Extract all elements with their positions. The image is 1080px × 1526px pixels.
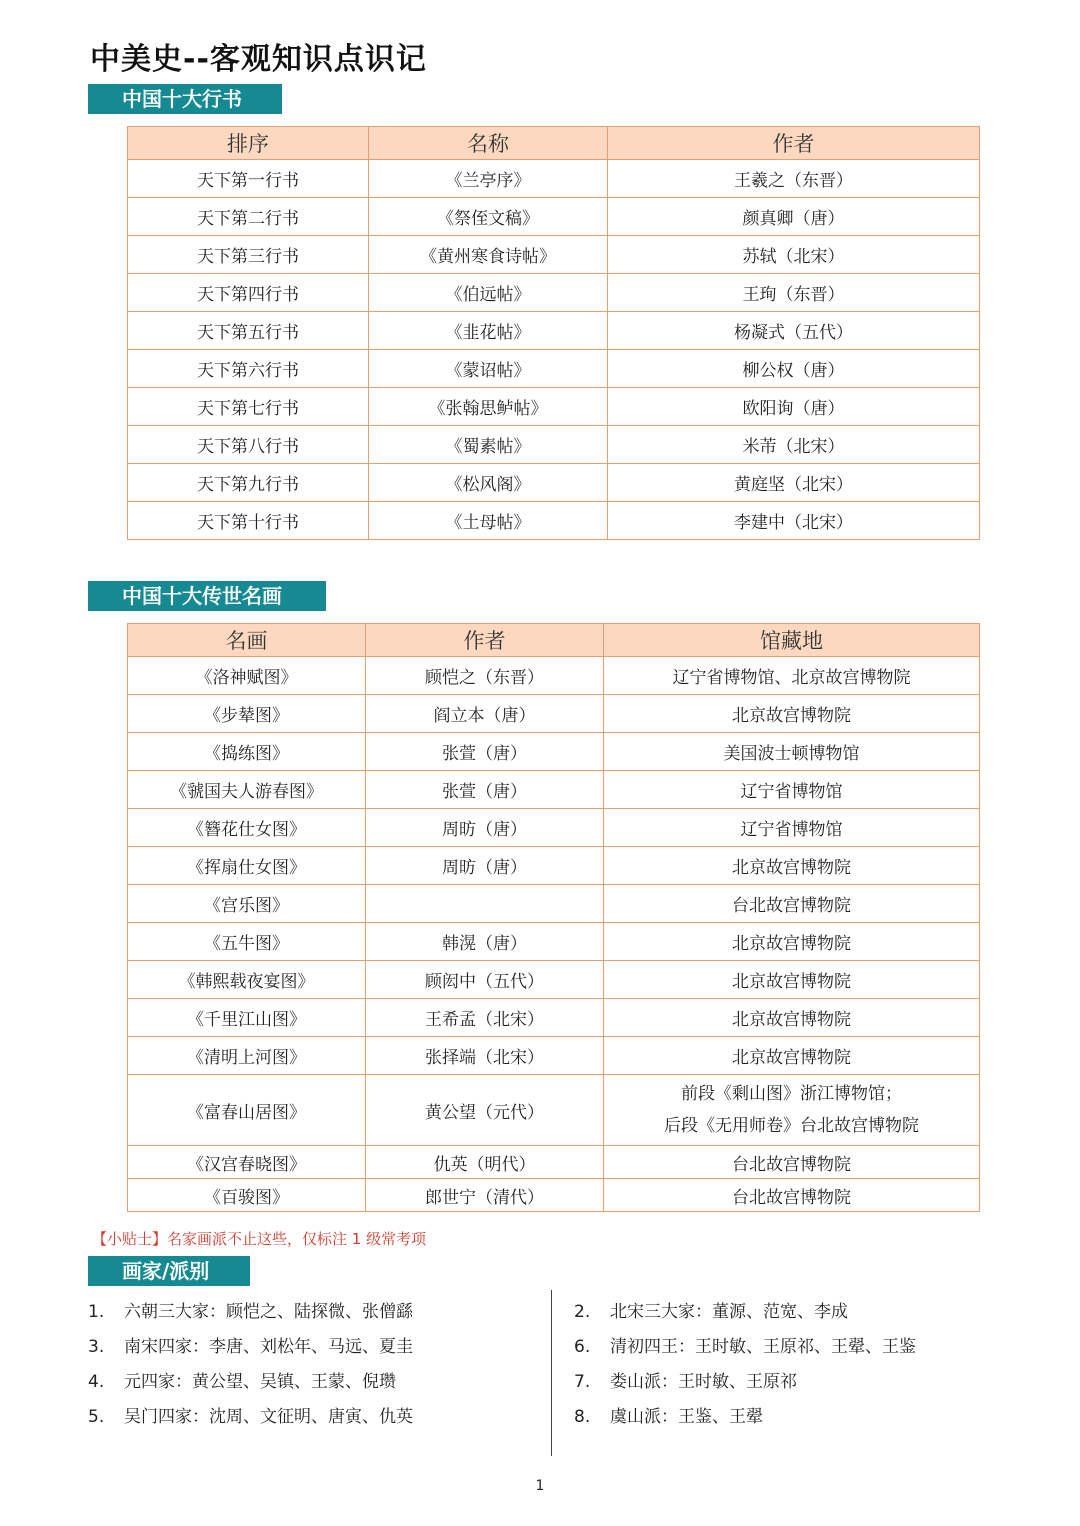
table-row: [128, 771, 980, 809]
table-cell: 《兰亭序》: [369, 160, 608, 198]
table-cell: 黄庭坚（北宋）: [608, 464, 980, 502]
painters-list-right: [574, 1300, 916, 1440]
table-cell: 《韩熙载夜宴图》: [128, 961, 366, 999]
table-cell: 台北故宫博物院: [604, 1179, 980, 1212]
table-cell: 《簪花仕女图》: [128, 809, 366, 847]
table-row: [128, 1037, 980, 1075]
page-title: 中美史--客观知识点识记: [90, 42, 427, 77]
table-cell: 天下第三行书: [128, 236, 369, 274]
table-cell: 《千里江山图》: [128, 999, 366, 1037]
table-cell: 米芾（北宋）: [608, 426, 980, 464]
calligraphy-table: [127, 126, 980, 540]
section-heading-calligraphy: 中国十大行书: [88, 84, 282, 114]
section-heading-painters: 画家/派别: [88, 1256, 250, 1286]
column-header: 馆藏地: [604, 624, 980, 657]
table-cell: 台北故宫博物院: [604, 1146, 980, 1179]
list-item-number: 2.: [574, 1302, 591, 1322]
table-cell: 《清明上河图》: [128, 1037, 366, 1075]
table-cell: 北京故宫博物院: [604, 923, 980, 961]
table-cell: 北京故宫博物院: [604, 999, 980, 1037]
list-item-text: 虞山派：王鉴、王翚: [610, 1407, 763, 1427]
list-item: [88, 1335, 413, 1370]
list-item: [574, 1300, 916, 1335]
table-cell: 北京故宫博物院: [604, 847, 980, 885]
table-cell: 《韭花帖》: [369, 312, 608, 350]
table-cell: 阎立本（唐）: [366, 695, 604, 733]
list-item: [574, 1370, 916, 1405]
table-row: [128, 312, 980, 350]
list-item-text: 北宋三大家：董源、范宽、李成: [610, 1302, 848, 1322]
table-row: [128, 885, 980, 923]
table-cell: 黄公望（元代）: [366, 1075, 604, 1146]
table-cell: 天下第四行书: [128, 274, 369, 312]
column-header: 排序: [128, 127, 369, 160]
calligraphy-table-body: [128, 160, 980, 540]
table-row: [128, 388, 980, 426]
table-cell: 天下第十行书: [128, 502, 369, 540]
table-cell: 辽宁省博物馆: [604, 809, 980, 847]
table-cell: 台北故宫博物院: [604, 885, 980, 923]
table-cell: 《富春山居图》: [128, 1075, 366, 1146]
table-cell: 天下第五行书: [128, 312, 369, 350]
table-cell: 《汉宫春晓图》: [128, 1146, 366, 1179]
table-cell: [604, 1075, 980, 1146]
paintings-table: [127, 623, 980, 1212]
table-cell: 韩滉（唐）: [366, 923, 604, 961]
table-row: [128, 657, 980, 695]
table-row: [128, 923, 980, 961]
list-item: [574, 1405, 916, 1440]
table-row: [128, 464, 980, 502]
list-item-number: 4.: [88, 1372, 105, 1392]
list-item: [88, 1405, 413, 1440]
table-row: [128, 809, 980, 847]
column-header: 作者: [608, 127, 980, 160]
table-header-row: [128, 127, 980, 160]
table-row: [128, 502, 980, 540]
table-cell: 《蜀素帖》: [369, 426, 608, 464]
tip-note: 【小贴士】名家画派不止这些，仅标注 1 级常考项: [92, 1230, 427, 1248]
table-cell: 北京故宫博物院: [604, 1037, 980, 1075]
list-item-text: 娄山派：王时敏、王原祁: [610, 1372, 797, 1392]
column-header: 名画: [128, 624, 366, 657]
table-cell: 郎世宁（清代）: [366, 1179, 604, 1212]
table-cell: 《虢国夫人游春图》: [128, 771, 366, 809]
table-cell: 王珣（东晋）: [608, 274, 980, 312]
list-item-text: 吴门四家：沈周、文征明、唐寅、仇英: [124, 1407, 413, 1427]
paintings-table-body: [128, 657, 980, 1075]
collection-line: 前段《剩山图》浙江博物馆；: [681, 1084, 902, 1104]
table-cell: 《挥扇仕女图》: [128, 847, 366, 885]
table-cell: 北京故宫博物院: [604, 961, 980, 999]
table-cell: 张萱（唐）: [366, 733, 604, 771]
table-cell: 顾闳中（五代）: [366, 961, 604, 999]
table-cell: 王羲之（东晋）: [608, 160, 980, 198]
table-cell: 仇英（明代）: [366, 1146, 604, 1179]
table-cell: 天下第九行书: [128, 464, 369, 502]
table-row: [128, 1179, 980, 1212]
table-row: [128, 274, 980, 312]
table-cell: 天下第八行书: [128, 426, 369, 464]
table-row: [128, 961, 980, 999]
list-item-number: 8.: [574, 1407, 591, 1427]
table-cell: 《伯远帖》: [369, 274, 608, 312]
table-cell: 杨凝式（五代）: [608, 312, 980, 350]
table-cell: 《土母帖》: [369, 502, 608, 540]
table-cell: 《黄州寒食诗帖》: [369, 236, 608, 274]
table-cell: 《祭侄文稿》: [369, 198, 608, 236]
list-item-text: 清初四王：王时敏、王原祁、王翚、王鉴: [610, 1337, 916, 1357]
list-item: [88, 1300, 413, 1335]
list-item-number: 6.: [574, 1337, 591, 1357]
table-cell: 《步辇图》: [128, 695, 366, 733]
table-cell: 苏轼（北宋）: [608, 236, 980, 274]
list-item-number: 7.: [574, 1372, 591, 1392]
table-row: [128, 198, 980, 236]
table-row: [128, 1146, 980, 1179]
table-cell: 《五牛图》: [128, 923, 366, 961]
table-row: [128, 733, 980, 771]
table-row: [128, 695, 980, 733]
list-item-text: 六朝三大家：顾恺之、陆探微、张僧繇: [124, 1302, 413, 1322]
list-item-text: 南宋四家：李唐、刘松年、马远、夏圭: [124, 1337, 413, 1357]
table-cell: 欧阳询（唐）: [608, 388, 980, 426]
table-cell: 《松风阁》: [369, 464, 608, 502]
table-row: [128, 847, 980, 885]
list-item-number: 1.: [88, 1302, 105, 1322]
column-divider: [551, 1290, 552, 1456]
table-cell: 王希孟（北宋）: [366, 999, 604, 1037]
table-cell: 《百骏图》: [128, 1179, 366, 1212]
list-item: [88, 1370, 413, 1405]
table-cell: 天下第一行书: [128, 160, 369, 198]
table-row: [128, 236, 980, 274]
table-cell: 辽宁省博物馆、北京故宫博物院: [604, 657, 980, 695]
table-cell: 柳公权（唐）: [608, 350, 980, 388]
table-header-row: [128, 624, 980, 657]
table-cell: 辽宁省博物馆: [604, 771, 980, 809]
table-cell: 天下第七行书: [128, 388, 369, 426]
table-row: [128, 350, 980, 388]
section-heading-paintings: 中国十大传世名画: [88, 581, 326, 611]
table-row: [128, 160, 980, 198]
list-item-number: 3.: [88, 1337, 105, 1357]
painters-list-left: [88, 1300, 413, 1440]
table-cell: 《张翰思鲈帖》: [369, 388, 608, 426]
table-cell: [366, 885, 604, 923]
table-cell: 《蒙诏帖》: [369, 350, 608, 388]
page-number: 1: [535, 1478, 545, 1494]
table-cell: 颜真卿（唐）: [608, 198, 980, 236]
paintings-table-tail: [128, 1146, 980, 1212]
column-header: 作者: [366, 624, 604, 657]
table-cell: 顾恺之（东晋）: [366, 657, 604, 695]
table-cell: 《捣练图》: [128, 733, 366, 771]
table-cell: 周昉（唐）: [366, 847, 604, 885]
table-cell: 《宫乐图》: [128, 885, 366, 923]
table-cell: 北京故宫博物院: [604, 695, 980, 733]
table-row: [128, 999, 980, 1037]
table-cell: 李建中（北宋）: [608, 502, 980, 540]
list-item-number: 5.: [88, 1407, 105, 1427]
table-cell: 天下第二行书: [128, 198, 369, 236]
table-row: [128, 1075, 980, 1146]
table-cell: 张择端（北宋）: [366, 1037, 604, 1075]
table-cell: 周昉（唐）: [366, 809, 604, 847]
table-cell: 天下第六行书: [128, 350, 369, 388]
column-header: 名称: [369, 127, 608, 160]
table-cell: 张萱（唐）: [366, 771, 604, 809]
table-cell: 美国波士顿博物馆: [604, 733, 980, 771]
table-row: [128, 426, 980, 464]
list-item: [574, 1335, 916, 1370]
paintings-table-fuchun: [128, 1075, 980, 1146]
table-cell: 《洛神赋图》: [128, 657, 366, 695]
collection-line: 后段《无用师卷》台北故宫博物院: [664, 1116, 919, 1136]
list-item-text: 元四家：黄公望、吴镇、王蒙、倪瓒: [124, 1372, 396, 1392]
